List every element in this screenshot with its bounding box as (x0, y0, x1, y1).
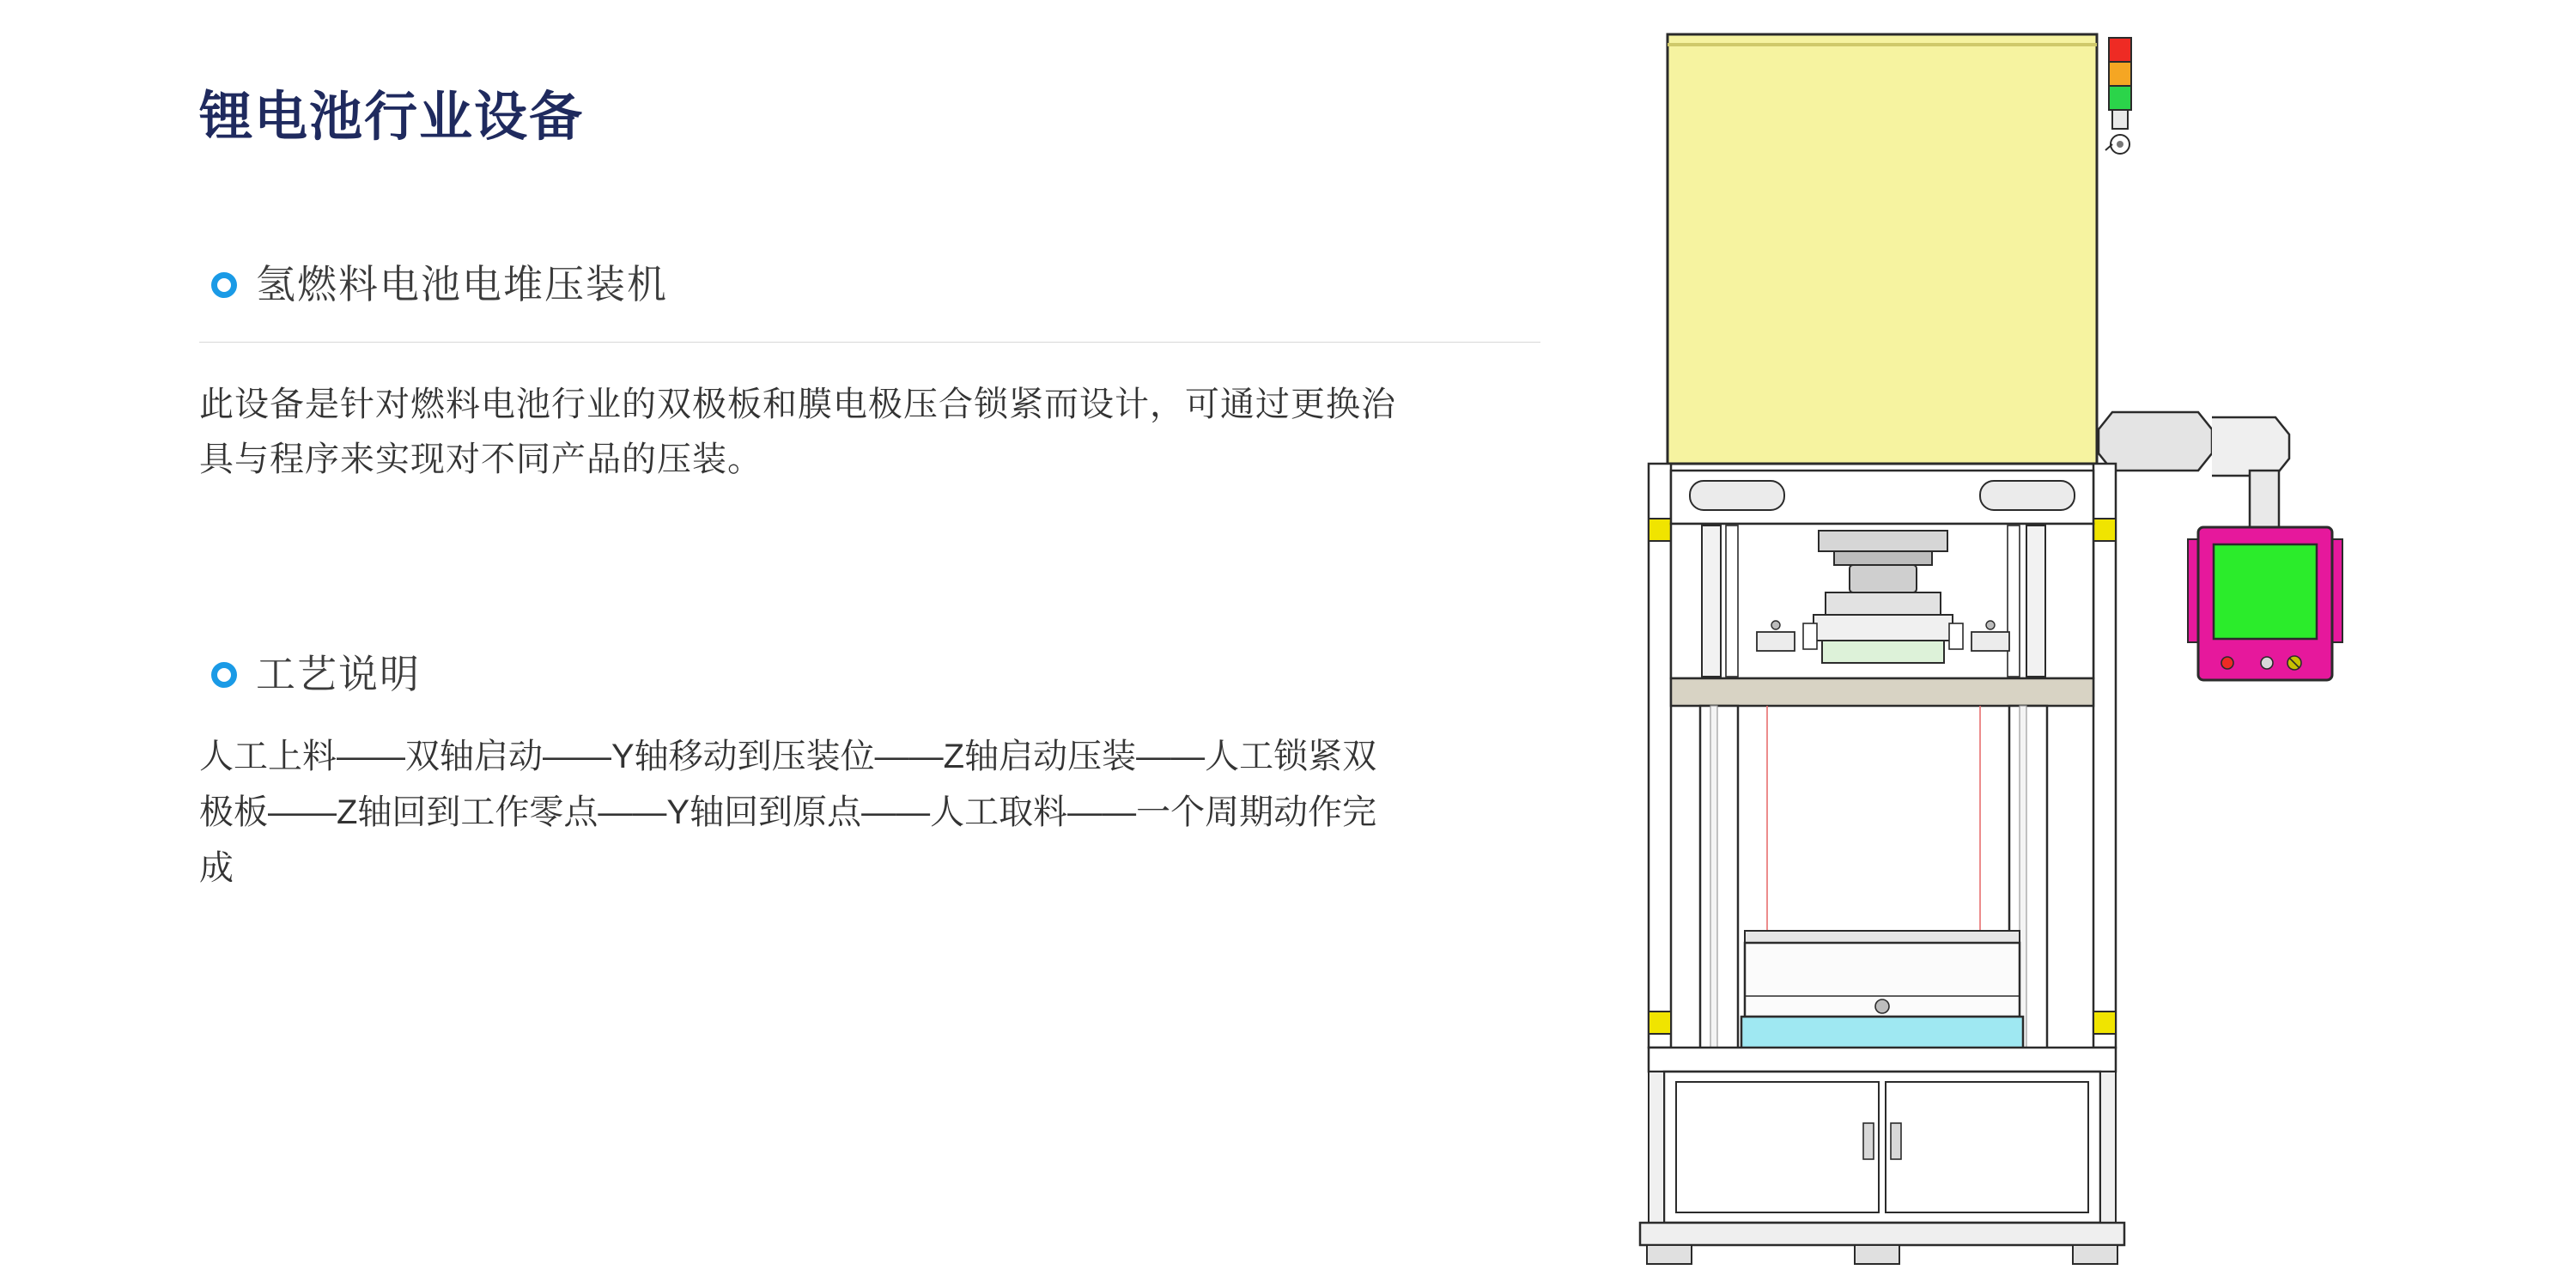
press-machine-svg (1597, 0, 2576, 1288)
section-product-body: 此设备是针对燃料电池行业的双极板和膜电极压合锁紧而设计，可通过更换治具与程序来实现对不同产品的压装。 (199, 385, 1396, 479)
press-head-tooling (1803, 531, 1963, 663)
leveling-foot (1647, 1245, 1692, 1264)
section-process-header (199, 651, 1401, 698)
base-plate (1640, 1223, 2124, 1245)
section-product (199, 261, 1401, 488)
left-outer-column (1649, 464, 1671, 1048)
section-process (199, 651, 1401, 896)
cabinet-door-right (1886, 1082, 2088, 1212)
text-column (199, 86, 1401, 931)
leveling-foot (2073, 1245, 2117, 1264)
upper-enclosure-panel (1668, 34, 2097, 464)
ring-bullet-icon (211, 272, 237, 298)
section-product-title: 氢燃料电池电堆压装机 (256, 262, 668, 307)
hmi-operator-panel (2188, 527, 2342, 680)
left-guide-post (1700, 706, 1738, 1066)
page-title: 锂电池行业设备 (199, 88, 585, 147)
right-outer-column (2093, 464, 2116, 1048)
section-divider (199, 342, 1540, 343)
machine-illustration (1597, 0, 2576, 1288)
section-process-title: 工艺说明 (256, 652, 421, 697)
section-product-header (199, 261, 1401, 308)
section-process-body: 人工上料——双轴启动——Y轴移动到压装位——Z轴启动压装——人工锁紧双极板——Z轴回到工作零点——Y轴回到原点——人工取料——一个周期动作完成 (199, 738, 1377, 887)
work-table-beam (1671, 678, 2093, 706)
ring-bullet-icon (211, 662, 237, 688)
cabinet-door-left (1676, 1082, 1879, 1212)
base-crossbeam (1649, 1048, 2116, 1072)
lower-platen-assembly (1741, 931, 2023, 1061)
hmi-screen (2214, 544, 2317, 639)
leveling-foot (1855, 1245, 1899, 1264)
tower-light (2105, 38, 2131, 154)
